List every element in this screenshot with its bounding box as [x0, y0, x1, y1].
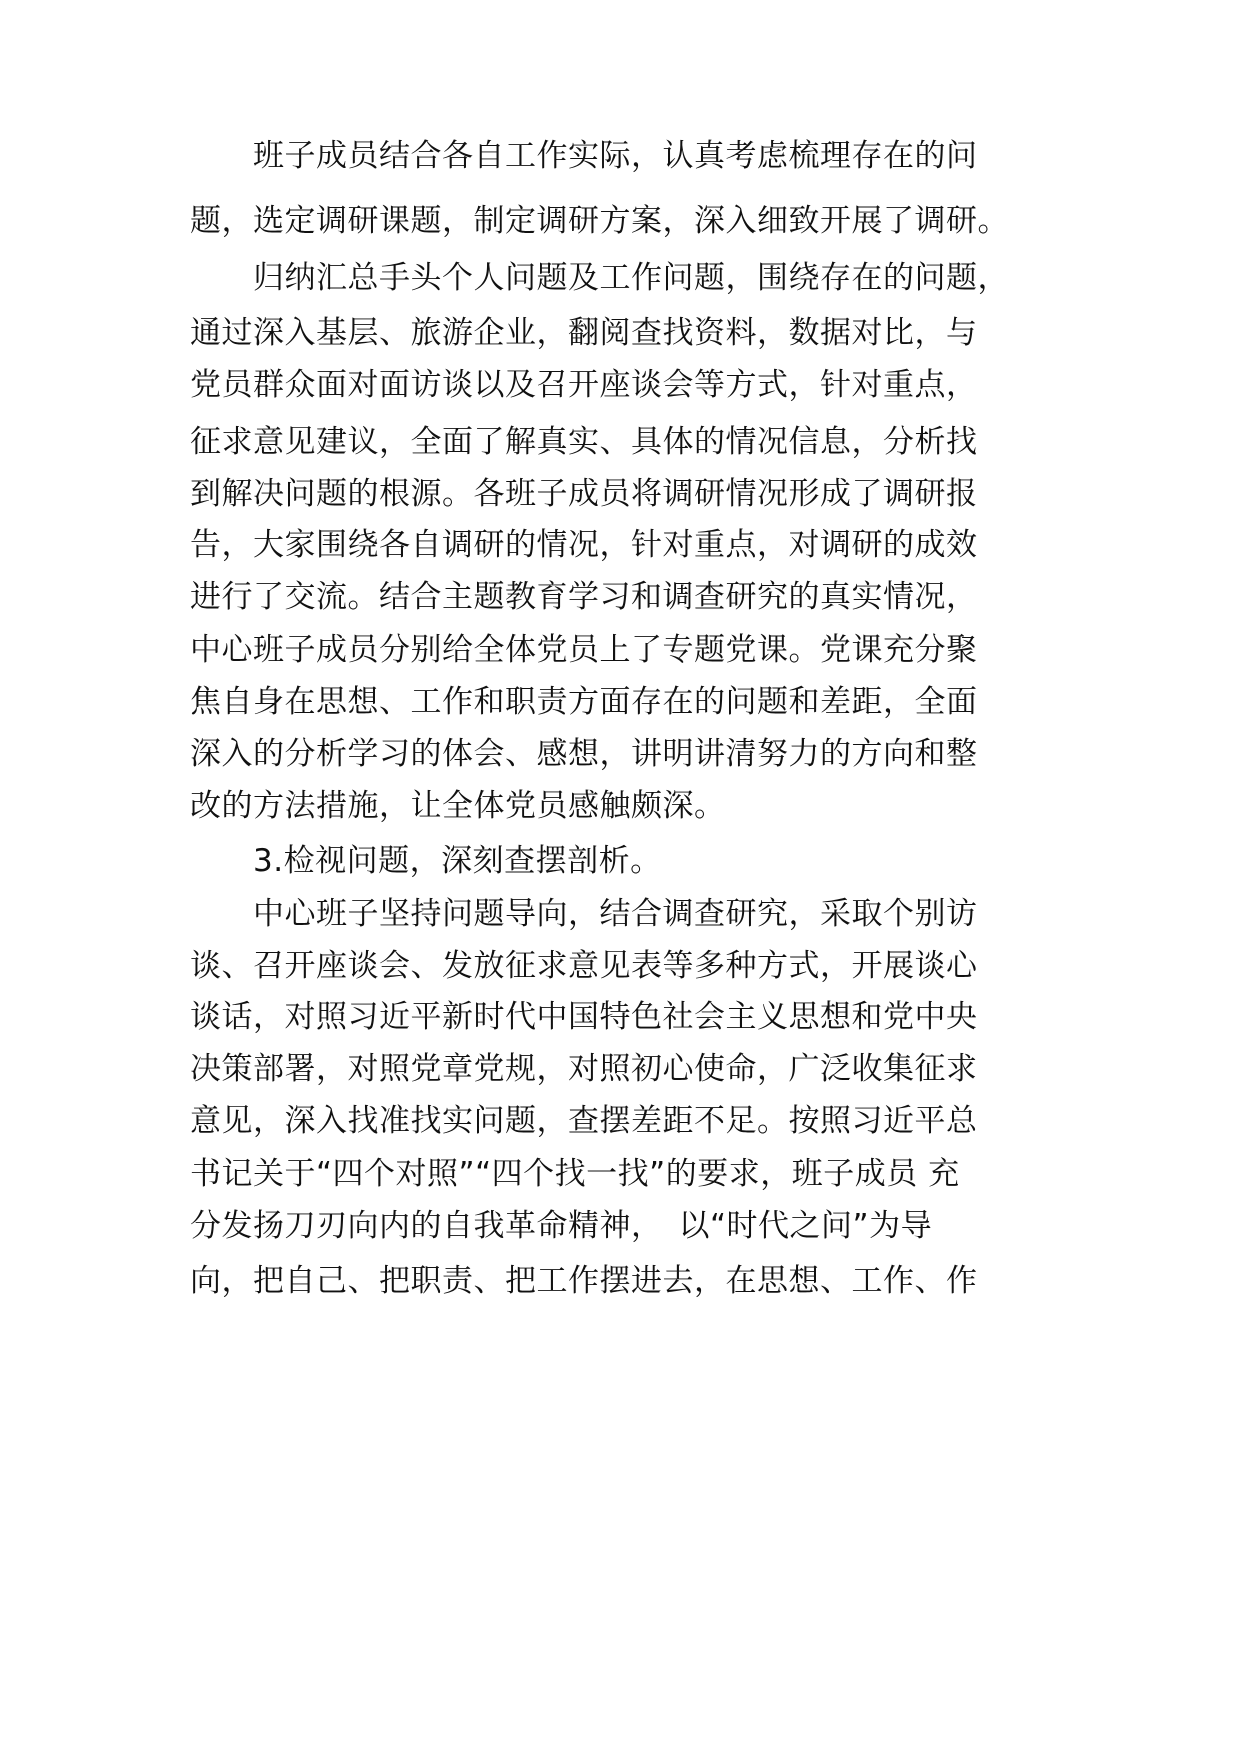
text-line-11: 焦自身在思想、工作和职责方面存在的问题和差距，全面 [190, 684, 978, 720]
text-line-22: 向，把自己、把职责、把工作摆进去，在思想、工作、作 [190, 1263, 978, 1299]
section-heading: 3.检视问题，深刻查摆剖析。 [190, 843, 662, 879]
text-line-15: 中心班子坚持问题导向，结合调查研究，采取个别访 [190, 896, 978, 932]
text-line-13: 改的方法措施，让全体党员感触颇深。 [190, 788, 726, 824]
text-line-8: 告，大家围绕各自调研的情况，针对重点，对调研的成效 [190, 527, 978, 563]
text-line-12: 深入的分析学习的体会、感想，讲明讲清努力的方向和整 [190, 736, 978, 772]
text-line-17: 谈话，对照习近平新时代中国特色社会主义思想和党中央 [190, 999, 978, 1035]
text-line-3: 归纳汇总手头个人问题及工作问题，围绕存在的问题， [190, 260, 1009, 296]
text-line-18: 决策部署，对照党章党规，对照初心使命，广泛收集征求 [190, 1051, 978, 1087]
text-line-7: 到解决问题的根源。各班子成员将调研情况形成了调研报 [190, 476, 978, 512]
text-line-6: 征求意见建议，全面了解真实、具体的情况信息，分析找 [190, 424, 978, 460]
text-line-2: 题，选定调研课题，制定调研方案，深入细致开展了调研。 [190, 203, 1009, 239]
text-line-19: 意见，深入找准找实问题，查摆差距不足。按照习近平总 [190, 1103, 978, 1139]
text-line-16: 谈、召开座谈会、发放征求意见表等多种方式，开展谈心 [190, 948, 978, 984]
text-line-9: 进行了交流。结合主题教育学习和调查研究的真实情况， [190, 579, 978, 615]
text-line-20: 书记关于“四个对照”“四个找一找”的要求，班子成员 充 [190, 1156, 960, 1192]
text-line-5: 党员群众面对面访谈以及召开座谈会等方式，针对重点， [190, 367, 978, 403]
text-line-10: 中心班子成员分别给全体党员上了专题党课。党课充分聚 [190, 632, 978, 668]
text-line-1: 班子成员结合各自工作实际，认真考虑梳理存在的问 [190, 138, 978, 174]
text-line-21: 分发扬刀刃向内的自我革命精神， 以“时代之问”为导 [190, 1208, 933, 1244]
text-line-4: 通过深入基层、旅游企业，翻阅查找资料，数据对比，与 [190, 315, 978, 351]
